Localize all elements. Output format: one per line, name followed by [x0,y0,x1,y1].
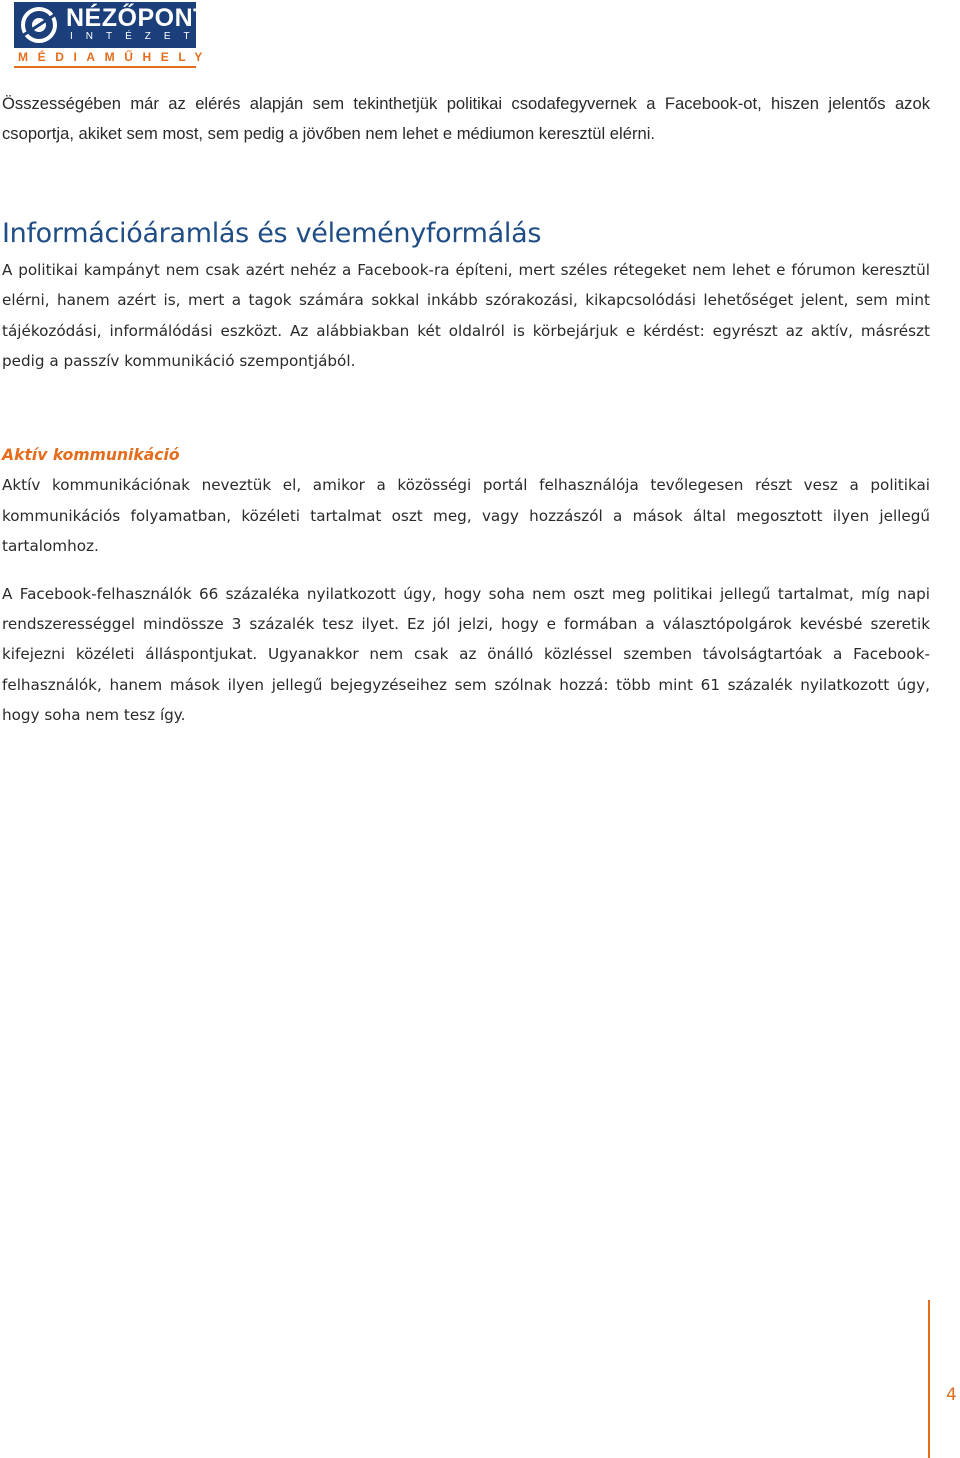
footer-rule [928,1300,930,1458]
subsection-paragraph-1: Aktív kommunikációnak neveztük el, amikor a közösségi portál felhasználója tevőlegesen részt vesz a politikai kommunikációs folyamatban, közéleti tartalmat oszt meg, vagy hozzászól a mások által megosztott ilyen jellegű tartalomhoz. [2,476,930,555]
header-rule [14,66,196,68]
logo-name: NÉZŐPONT [66,4,209,32]
intro-paragraph: Összességében már az elérés alapján sem tekinthetjük politikai csodafegyvernek a Facebook-ot, hiszen jelentős azok csoportja, akiket sem most, sem pedig a jövőben nem lehet e médiumon keresztül elérni. [2,94,930,144]
subsection-heading: Aktív kommunikáció [2,446,180,465]
section-heading: Információáramlás és véleményformálás [2,217,542,249]
document-body [2,89,930,730]
eye-icon [20,6,58,44]
section-paragraph: A politikai kampányt nem csak azért nehéz a Facebook-ra építeni, mert széles rétegeket nem lehet e fórumon keresztül elérni, hanem azért is, mert a tagok számára sokkal inkább szórakozási, kikapcsolódási lehetőséget jelent, sem mint tájékozódási, informálódási eszközt. Az alábbiakban két oldalról is körbejárjuk e kérdést: egyrészt az aktív, másrészt pedig a passzív kommunikáció szempontjából. [2,260,930,371]
logo-tagline: MÉDIAMŰHELY [18,50,212,64]
subsection-paragraph-2: A Facebook-felhasználók 66 százaléka nyilatkozott úgy, hogy soha nem oszt meg politikai jellegű tartalmat, míg napi rendszerességgel mindössze 3 százalék tesz ilyet. Ez jól jelzi, hogy e formában a választópolgárok kevésbé szeretik kifejezni közéleti álláspontjukat. Ugyanakkor nem csak az önálló közléssel szemben távolságtartóak a Facebook-felhasználók, hanem mások ilyen jellegű bejegyzéseihez sem szólnak hozzá: több mint 61 százalék nyilatkozott úgy, hogy soha nem tesz így. [2,585,930,724]
page-number: 4 [946,1385,957,1405]
logo [14,2,212,64]
logo-subtitle: INTÉZET [70,31,203,42]
logo-box [14,2,209,48]
